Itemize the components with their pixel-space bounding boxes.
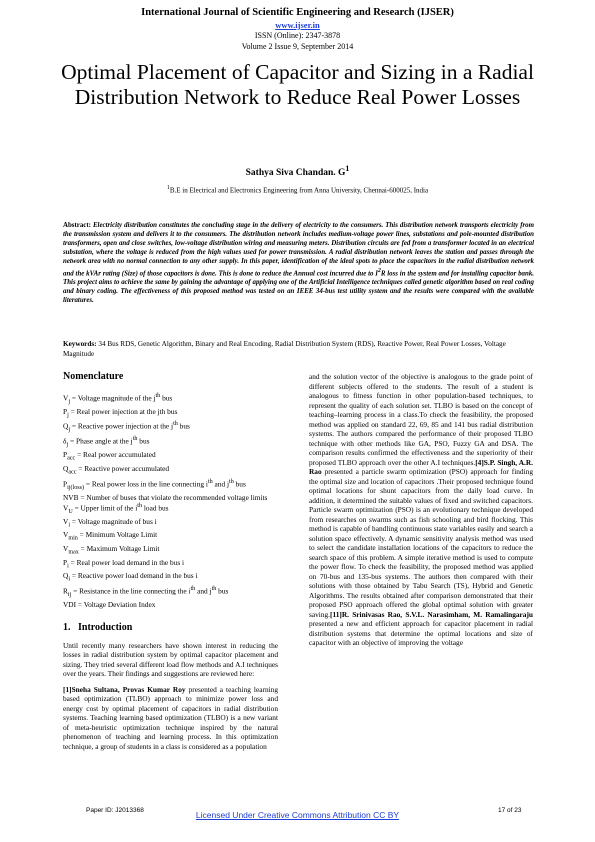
issn: ISSN (Online): 2347-3878 [254, 31, 341, 40]
txt: = Upper limit of the i [72, 503, 138, 513]
right-text-3: presented a new and efficient approach for capacitor placement in radial distribution systems that determine the optimal locations and size of capacitor with an objective of improving the voltage [309, 619, 533, 647]
sym: V [63, 392, 69, 402]
sub: i [67, 563, 69, 570]
sym: P [63, 450, 68, 460]
nomen-qi [63, 571, 278, 585]
sub: acc [67, 455, 76, 462]
keywords-text: 34 Bus RDS, Genetic Algorithm, Binary and Real Encoding, Radial Distribution System (RDS), Reactive Power, Real Power Losses, Voltage Magnitude [63, 340, 506, 358]
sup: th [132, 436, 138, 443]
ref-1: [1]Sneha Sultana, Provas Kumar Roy [63, 684, 186, 694]
sym: P [63, 406, 68, 416]
nomen-vmin [63, 530, 278, 544]
sym: R [63, 586, 68, 596]
intro-paragraph-1: Until recently many researchers have shown interest in reducing the losses in radial distribution system by optimal capacitor placement and sizing. They tried several different load flow methods and A.I techniques over the years. Their findings and suggestions are reviewed here: [63, 640, 278, 679]
right-text-2: presented a particle swarm optimization (PSO) approach for finding the optimal size and location of capacitors .Their proposed technique found optimal locations for shunt capacitors from the daily load curve. In addition, it determined the suitable values of fixed and switched capacitors. Particle swarm optimization (PSO) is an evolutionary technique developed from researches on swarms such as fish schooling and bird flocking. This method is capable of handling continuous state variables easily and search a solution space effectively. A dynamic sensitivity analysis method was used to select the candidate installation locations of the capacitors to reduce the search space of this problem. A simple iterative method is used to compute the power flow. To check the feasibility, the proposed method was applied on 70-bus and 135-bus systems. The authors then compared with their solutions with those obtained by Tabu Search (TS), Hybrid and Genetic Algorithms. The results obtained after comparison demonstrated that their proposed PSO approach offered the global optimal solution with greater saving. [309, 467, 533, 619]
txt: bus [177, 421, 190, 431]
sup: th [207, 478, 213, 485]
abstract-text-b: R loss in the system and for installing capacitor bank. This project aims to achieve the same by gaining the advantage of applying one of the Artificial Intelligence techniques called genetic algorithm based on real coding and binary coding. The effectiveness of this proposed method was tested on an IEEE 34-bus test utility system and the results were compared with the available literatures. [63, 270, 534, 304]
sym: P [63, 479, 68, 488]
license-link[interactable]: Licensed Under Creative Commons Attribution CC BY [195, 810, 400, 820]
sup: th [155, 392, 161, 399]
nomen-rij [63, 585, 278, 600]
sup: th [173, 421, 178, 428]
sub: max [68, 549, 79, 556]
affiliation [0, 185, 595, 194]
affiliation-sup: 1 [166, 185, 170, 191]
txt: = Real power loss in the line connecting i [84, 479, 208, 488]
sub: j [68, 427, 71, 434]
txt: bus [160, 392, 173, 402]
txt: = Voltage magnitude of the j [70, 392, 156, 402]
paper-id: Paper ID: J2013368 [86, 807, 144, 814]
nomen-qj [63, 420, 278, 435]
nomen-vdi: VDI = Voltage Deviation Index [63, 600, 156, 610]
nomen-pi [63, 558, 278, 572]
sub: j [68, 398, 71, 405]
intro-paragraph-2-text: presented a teaching learning based optimization (TLBO) approach to minimize power loss and energy cost by optimal placement of capacitors in radial distribution systems. Teaching learning based optimization (TLBO) is a new variant of meta-heuristic optimization technique inspired by the natural phenomenon of teaching and learning process. In this optimization technique, a group of students in a class is considered as a population [63, 684, 278, 751]
sym: V [63, 516, 69, 526]
nomen-vi [63, 517, 278, 531]
page-number: 17 of 23 [498, 807, 522, 814]
sub: j [66, 442, 69, 449]
sub: ij [67, 591, 72, 598]
sup: th [190, 585, 196, 592]
ref-4: [4]S.P. Singh, A.R. Rao [309, 457, 533, 476]
nomen-ploss [63, 478, 278, 493]
sym: P [63, 557, 68, 567]
txt: bus [137, 436, 150, 446]
sub: acc [68, 469, 77, 476]
abstract-sup: 2 [377, 267, 381, 274]
nomen-nvb: NVB = Number of buses that violate the recommended voltage limits [63, 492, 268, 502]
nomen-delta [63, 435, 278, 450]
txt: = Reactive power injection at the j [70, 421, 174, 431]
author-name [0, 164, 595, 178]
txt: = Real power load demand in the bus i [68, 557, 185, 567]
txt: = Resistance in the line connecting the i [71, 586, 191, 596]
sub: i [68, 576, 71, 583]
right-text-1: and the solution vector of the objective is analogous to the grade point of different subjects offered to the students. The result of a student is analogous to fitness function in other population-based techniques, to represent the quality of each solution set. TLBO is based on the concept of teaching–learning process in a class.To check the feasibility, the proposed method was applied on standard 22, 69, 85 and 141 bus radial distribution systems. The authors compared the performance of their proposed TLBO technique with other methods like GA, PSO, Fuzzy GA and DSA. The comparison results confirmed the effectiveness and the superiority of their proposed TLBO approach over the other A.I techniques. [309, 372, 533, 467]
sup: th [229, 478, 234, 485]
sym: Q [63, 421, 69, 431]
author-sup: 1 [345, 164, 350, 173]
keywords-label: Keywords: [63, 340, 97, 348]
introduction-heading: 1. Introduction [63, 622, 133, 634]
sup: th [211, 585, 217, 592]
sym: V [63, 530, 69, 540]
nomen-pj [63, 407, 278, 421]
nomenclature-list [63, 392, 278, 610]
journal-url-link[interactable]: www.ijser.in [275, 20, 320, 30]
nomenclature-heading: Nomenclature [63, 371, 124, 382]
sym: δ [63, 436, 67, 446]
txt: = Maximum Voltage Limit [78, 544, 160, 554]
sub: i [68, 522, 71, 529]
ref-11: [11]R. Srinivasas Rao, S.V.L. Narasimham, M. Ramalingaraju [330, 609, 533, 619]
txt: = Real power injection at the jth bus [68, 406, 178, 416]
volume-issue: Volume 2 Issue 9, September 2014 [241, 42, 354, 51]
txt: load bus [142, 503, 169, 513]
sub: ij(loss) [67, 484, 85, 491]
nomen-vj [63, 392, 278, 407]
affiliation-text: B.E in Electrical and Electronics Engineering from Anna University, Chennai-600025, India [169, 186, 429, 195]
sym: V [63, 544, 69, 554]
intro-paragraph-2 [63, 685, 278, 752]
txt: = Minimum Voltage Limit [77, 530, 158, 540]
nomen-qacc [63, 464, 278, 478]
sub: j [67, 412, 69, 419]
journal-name: International Journal of Scientific Engineering and Research (IJSER) [141, 7, 454, 18]
txt: = Reactive power accumulated [76, 463, 170, 473]
right-column [309, 372, 533, 648]
abstract-label: Abstract: [63, 222, 91, 229]
txt: and j [212, 479, 230, 488]
abstract-text-a: Electricity distribution constitutes the concluding stage in the delivery of electricity to the consumers. This distribution network transports electricity from the transmission system and delivers it to the consumers. The distribution network includes medium-voltage power lines, substations and pole-mounted distribution transformers, open and close switches, low-voltage distribution wiring and measuring meters. Distribution circuits are fed from a transformer located in an electrical substation, where the voltage is reduced from the high values used for power transmission. A radial distribution network leaves the station and passes through the network area with no normal connection to any other supply. In this paper, identification of the ideal spots to place the capacitors in the radial distribution network and the kVAr rating (Size) of those capacitors is done. This is done to reduce the Annual cost incurred due to I [63, 222, 534, 278]
nomen-vu [63, 502, 278, 517]
txt: bus [233, 479, 246, 488]
abstract [63, 222, 534, 306]
txt: = Voltage magnitude of bus i [70, 516, 157, 526]
paper-title: Optimal Placement of Capacitor and Sizing in a Radial Distribution Network to Reduce Real Power Losses [61, 60, 534, 109]
sup: th [137, 502, 143, 509]
nomen-vmax [63, 544, 278, 558]
txt: and j [195, 586, 212, 596]
sub: U [68, 508, 73, 515]
txt: = Reactive power load demand in the bus i [70, 571, 198, 581]
keywords [63, 340, 534, 359]
sub: min [68, 535, 78, 542]
left-column [63, 372, 278, 757]
txt: bus [216, 586, 229, 596]
sym: V [63, 503, 69, 513]
author-name-text: Sathya Siva Chandan. G [245, 168, 346, 179]
txt: = Phase angle at the j [68, 436, 133, 446]
nomen-pacc [63, 450, 278, 464]
sym: Q [63, 463, 69, 473]
txt: = Real power accumulated [75, 450, 156, 460]
sym: Q [63, 571, 69, 581]
